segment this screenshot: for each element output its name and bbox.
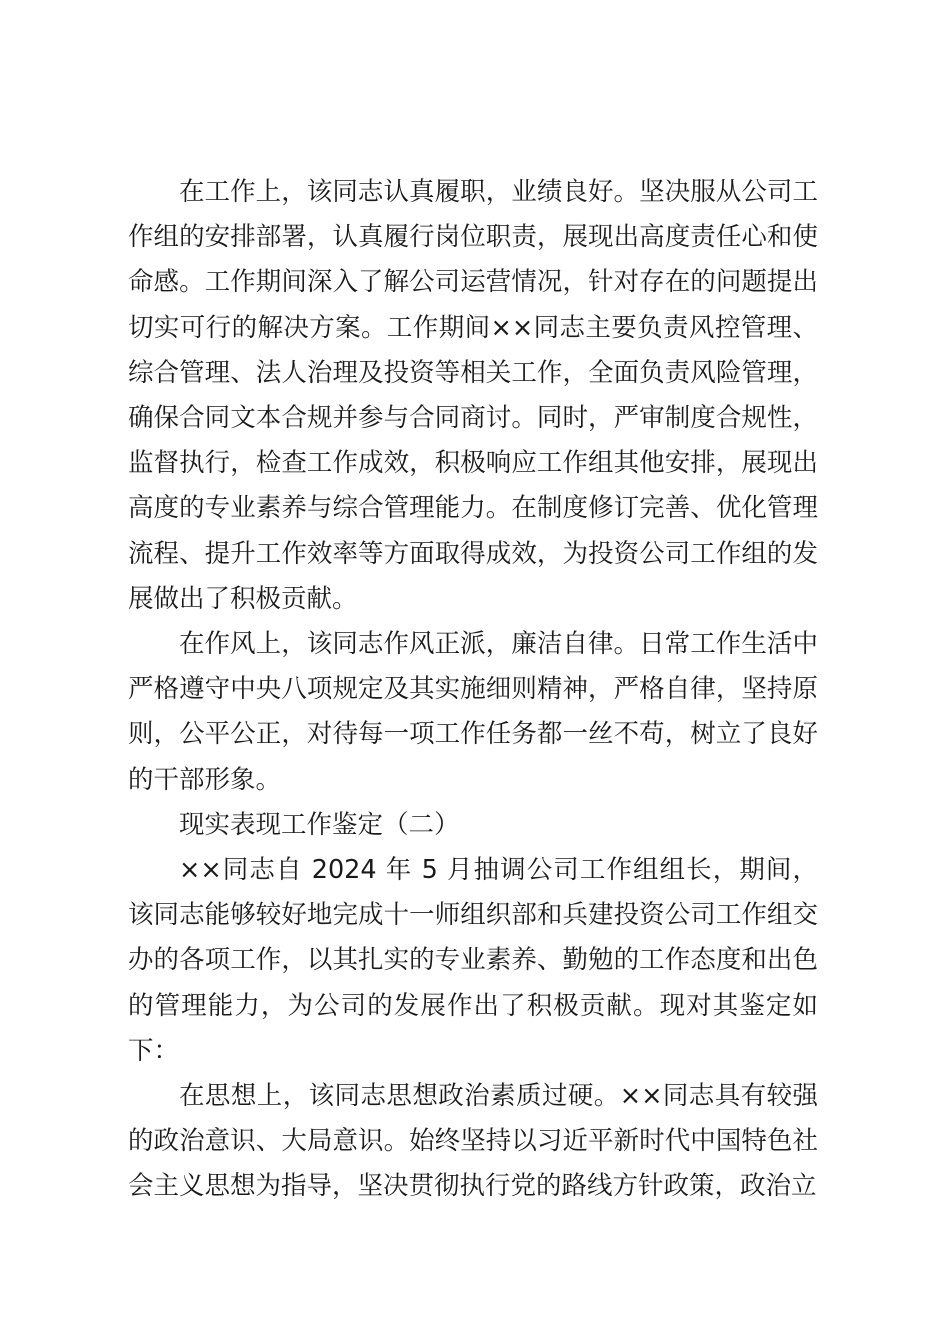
paragraph-introduction: ××同志自 2024 年 5 月抽调公司工作组组长，期间，该同志能够较好地完成十一师组织部和兵建投资公司工作组交办的各项工作，以其扎实的专业素养、勤勉的工作态度和出色的管理能力，为公司的发展作出了积极贡献。现对其鉴定如下： [128, 855, 818, 1066]
document-body [128, 170, 818, 1210]
section-heading: 现实表现工作鉴定（二） [179, 809, 460, 840]
paragraph-work-performance: 在工作上，该同志认真履职，业绩良好。坚决服从公司工作组的安排部署，认真履行岗位职责，展现出高度责任心和使命感。工作期间深入了解公司运营情况，针对存在的问题提出切实可行的解决方案。工作期间××同志主要负责风控管理、综合管理、法人治理及投资等相关工作，全面负责风险管理，确保合同文本合规并参与合同商讨。同时，严审制度合规性，监督执行，检查工作成效，积极响应工作组其他安排，展现出高度的专业素养与综合管理能力。在制度修订完善、优化管理流程、提升工作效率等方面取得成效，为投资公司工作组的发展做出了积极贡献。 [128, 177, 818, 614]
paragraph-work-style: 在作风上，该同志作风正派，廉洁自律。日常工作生活中严格遵守中央八项规定及其实施细则精神，严格自律，坚持原则，公平公正，对待每一项工作任务都一丝不苟，树立了良好的干部形象。 [128, 629, 818, 795]
paragraph-ideology: 在思想上，该同志思想政治素质过硬。××同志具有较强的政治意识、大局意识。始终坚持以习近平新时代中国特色社会主义思想为指导，坚决贯彻执行党的路线方针政策，政治立 [128, 1081, 818, 1202]
